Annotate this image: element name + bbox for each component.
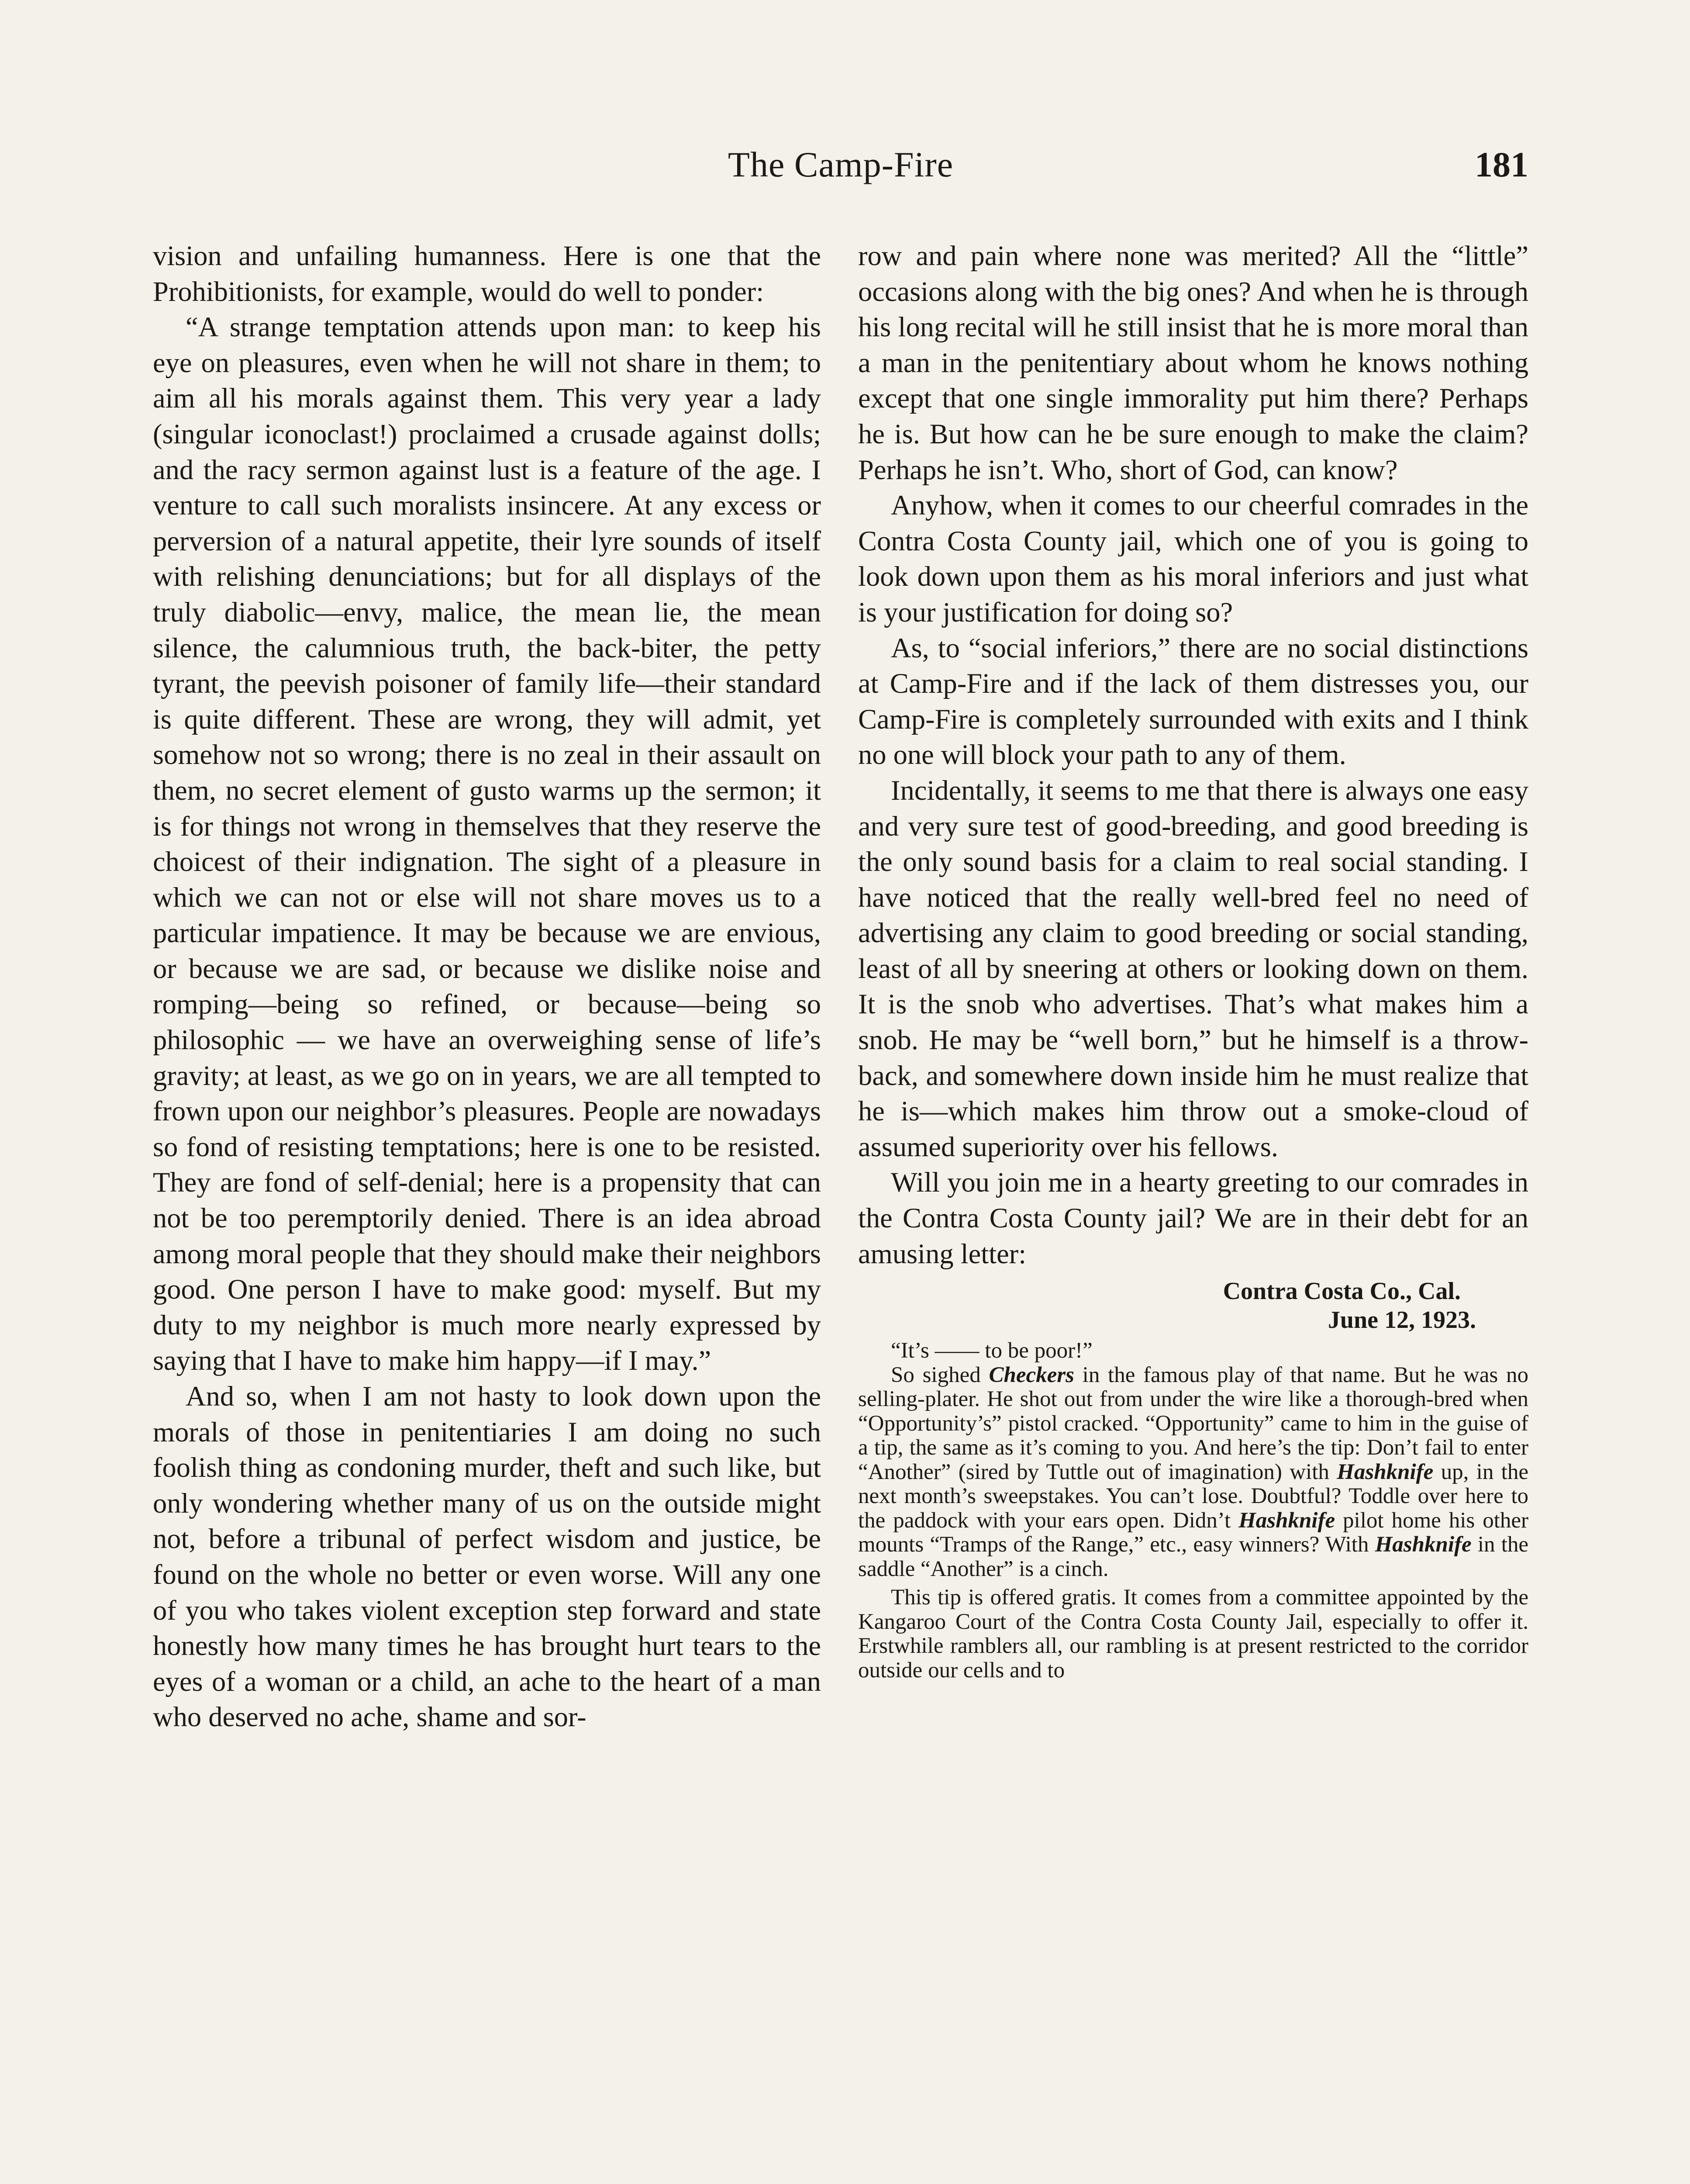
letter-emphasis: Checkers	[989, 1362, 1074, 1387]
paragraph: row and pain where none was merited? All the “little” occasions along with the big ones? And when he is through his long recital will he still insist that he is more moral than a man in the penitentiary about whom he knows nothing except that one single immorality put him there? Perhaps he is. But how can he be sure enough to make the claim? Perhaps he isn’t. Who, short of God, can know?	[858, 240, 1528, 485]
paragraph: Anyhow, when it comes to our cheerful comrades in the Contra Costa County jail, which one of you is going to look down upon them as his moral inferiors and just what is your justification for doing so?	[858, 490, 1528, 628]
letter-date: June 12, 1923.	[1328, 1306, 1476, 1334]
paragraph: Incidentally, it seems to me that there is always one easy and very sure test of good-breeding, and good breeding is the only sound basis for a claim to real social standing. I have noticed that the really well-bred feel no need of advertising any claim to good breeding or social standing, least of all by sneering at others or looking down on them. It is the snob who advertises. That’s what makes him a snob. He may be “well born,” but he himself is a throw-back, and somewhere down inside him he must realize that he is—which makes him throw out a smoke-cloud of assumed superiority over his fellows.	[858, 774, 1528, 1162]
letter-emphasis: Hashknife	[1238, 1508, 1335, 1533]
letter-emphasis: Hashknife	[1337, 1459, 1434, 1484]
running-title: The Camp-Fire	[728, 145, 954, 184]
letter-text: So sighed	[891, 1362, 989, 1387]
page-number: 181	[1475, 145, 1528, 184]
letter-paragraph: This tip is offered gratis. It comes from a committee appointed by the Kangaroo Court of the Contra Costa County Jail, especially to offer it. Erstwhile ramblers all, our rambling is at present restricted to the corridor outside our cells and to	[858, 1585, 1528, 1683]
paragraph: And so, when I am not hasty to look down upon the morals of those in penitentiaries I am doing no such foolish thing as condoning murder, theft and such like, but only wondering whether many of us on the outside might not, before a tribunal of perfect wisdom and justice, be found on the whole no better or even worse. Will any one of you who takes violent exception step forward and state honestly how many times he has brought hurt tears to the eyes of a woman or a child, an ache to the heart of a man who deserved no ache, shame and sor-	[153, 1381, 821, 1733]
letter-text: up, in the next month’s sweepstakes. You can’t lose. Doubtful? Toddle over here to the paddock with your ears open. Didn’t	[858, 1459, 1528, 1533]
letter-text: in the famous play of that name. But he was no selling-plater. He shot out from under the wire like a thorough-bred when “Opportunity’s” pistol cracked. “Opportunity” came to him in the guise of a tip, the same as it’s coming to you. And here’s the tip: Don’t fail to enter “Another” (sired by Tuttle out of imagination) with	[858, 1362, 1528, 1484]
right-column	[858, 238, 1528, 1683]
letter-text: pilot home his other mounts “Tramps of the Range,” etc., easy winners? With	[858, 1508, 1529, 1557]
paragraph: As, to “social inferiors,” there are no social distinctions at Camp-Fire and if the lack of them distresses you, our Camp-Fire is completely surrounded with exits and I think no one will block your path to any of them.	[858, 632, 1528, 771]
paragraph: Will you join me in a hearty greeting to our comrades in the Contra Costa County jail? We are in their debt for an amusing letter:	[858, 1167, 1528, 1269]
letter-location: Contra Costa Co., Cal.	[1223, 1278, 1461, 1305]
letter-paragraph	[858, 1363, 1528, 1582]
quoted-paragraph: “A strange temptation attends upon man: to keep his eye on pleasures, even when he will not share in them; to aim all his morals against them. This very year a lady (singular iconoclast!) proclaimed a crusade against dolls; and the racy sermon against lust is a feature of the age. I venture to call such moralists insincere. At any excess or perversion of a natural appetite, their lyre sounds of itself with relishing denunciations; but for all displays of the truly diabolic—envy, malice, the mean lie, the mean silence, the calumnious truth, the back-biter, the petty tyrant, the peevish poisoner of family life—their standard is quite different. These are wrong, they will admit, yet somehow not so wrong; there is no zeal in their assault on them, no secret element of gusto warms up the sermon; it is for things not wrong in themselves that they reserve the choicest of their indignation. The sight of a pleasure in which we can not or else will not share moves us to a particular impatience. It may be because we are envious, or because we are sad, or because we dislike noise and romping—being so refined, or because—being so philosophic — we have an overweighing sense of life’s gravity; at least, as we go on in years, we are all tempted to frown upon our neighbor’s pleasures. People are nowadays so fond of resisting temptations; here is one to be resisted. They are fond of self-denial; here is a propensity that can not be too peremptorily denied. There is an idea abroad among moral people that they should make their neighbors good. One person I have to make good: myself. But my duty to my neighbor is much more nearly expressed by saying that I have to make him happy—if I may.”	[153, 311, 821, 1376]
letter-dateline	[858, 1277, 1528, 1334]
letter-emphasis: Hashknife	[1375, 1532, 1472, 1557]
letter-opening: “It’s —— to be poor!”	[891, 1338, 1093, 1363]
left-column	[153, 238, 821, 1735]
running-head	[153, 144, 1528, 197]
letter-text: in the saddle “Another” is a cinch.	[858, 1532, 1528, 1581]
paragraph: vision and unfailing humanness. Here is one that the Prohibitionists, for example, would do well to ponder:	[153, 240, 821, 307]
